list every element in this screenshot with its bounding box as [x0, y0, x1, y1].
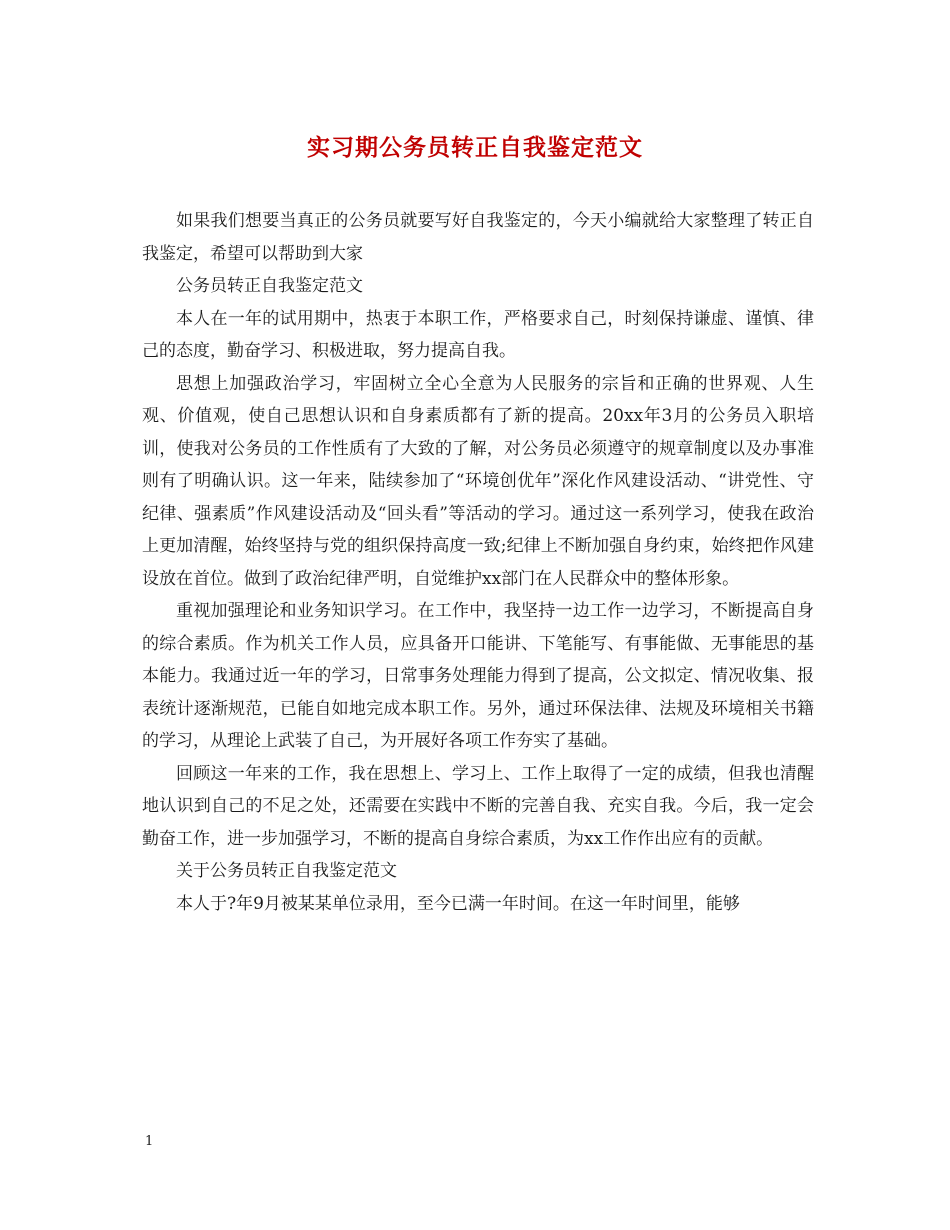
paragraph: 重视加强理论和业务知识学习。在工作中，我坚持一边工作一边学习，不断提高自身的综合素质。作为机关工作人员，应具备开口能讲、下笔能写、有事能做、无事能思的基本能力。我通过近一年的学习，日常事务处理能力得到了提高，公文拟定、情况收集、报表统计逐渐规范，已能自如地完成本职工作。另外，通过环保法律、法规及环境相关书籍的学习，从理论上武装了自己，为开展好各项工作夯实了基础。 [142, 601, 814, 751]
section-heading-2: 关于公务员转正自我鉴定范文 [176, 861, 397, 881]
document-body [142, 205, 814, 920]
paragraph: 本人于?年9月被某某单位录用，至今已满一年时间。在这一年时间里，能够 [176, 893, 740, 914]
section-heading-1: 公务员转正自我鉴定范文 [176, 276, 363, 296]
paragraph: 回顾这一年来的工作，我在思想上、学习上、工作上取得了一定的成绩，但我也清醒地认识到自己的不足之处，还需要在实践中不断的完善自我、充实自我。今后，我一定会勤奋工作，进一步加强学习，不断的提高自身综合素质，为xx工作作出应有的贡献。 [142, 763, 814, 849]
paragraph-intro: 如果我们想要当真正的公务员就要写好自我鉴定的，今天小编就给大家整理了转正自我鉴定，希望可以帮助到大家 [142, 211, 814, 264]
document-title: 实习期公务员转正自我鉴定范文 [307, 134, 643, 161]
paragraph: 本人在一年的试用期中，热衷于本职工作，严格要求自己，时刻保持谦虚、谨慎、律己的态度，勤奋学习、积极进取，努力提高自我。 [142, 308, 814, 361]
paragraph: 思想上加强政治学习，牢固树立全心全意为人民服务的宗旨和正确的世界观、人生观、价值观，使自己思想认识和自身素质都有了新的提高。20xx年3月的公务员入职培训，使我对公务员的工作性质有了大致的了解，对公务员必须遵守的规章制度以及办事准则有了明确认识。这一年来，陆续参加了“环境创优年”深化作风建设活动、“讲党性、守纪律、强素质”作风建设活动及“回头看”等活动的学习。通过这一系列学习，使我在政治上更加清醒，始终坚持与党的组织保持高度一致;纪律上不断加强自身约束，始终把作风建设放在首位。做到了政治纪律严明，自觉维护xx部门在人民群众中的整体形象。 [142, 373, 814, 589]
page-number: 1 [145, 1134, 154, 1149]
